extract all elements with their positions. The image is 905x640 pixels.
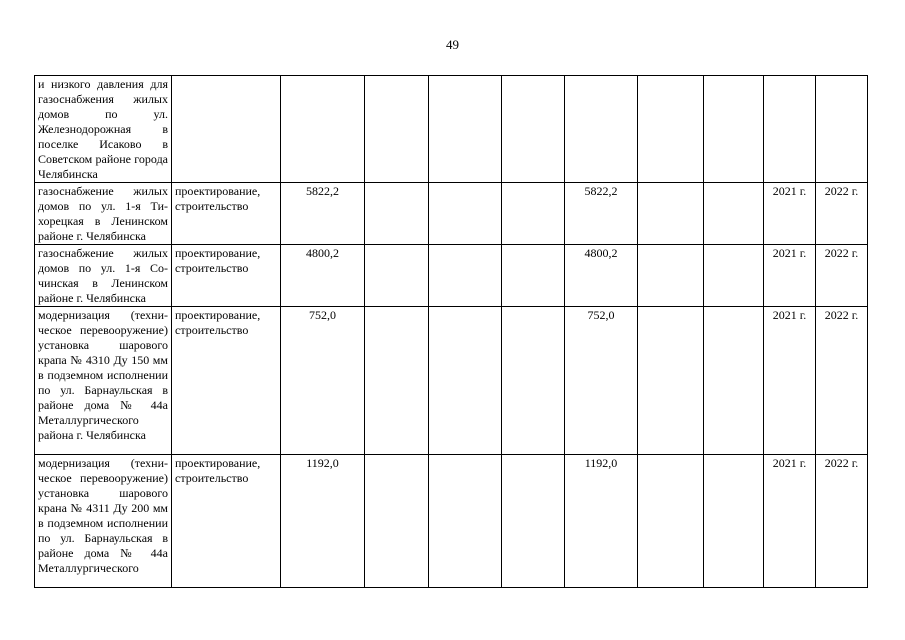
cost-cell <box>429 307 502 455</box>
end-year-cell: 2022 г. <box>816 183 868 245</box>
cost-cell <box>638 76 704 183</box>
object-name-cell: и низкого давления для газоснабжения жилых домов по ул. Железнодорожная в поселке Исаково в Советском районе города Челябинска <box>35 76 172 183</box>
cost-cell <box>704 245 764 307</box>
total-cost-cell: 1192,0 <box>281 455 365 588</box>
cost-cell <box>565 76 638 183</box>
end-year-cell: 2022 г. <box>816 455 868 588</box>
work-type-cell: проектирование, строительство <box>172 245 281 307</box>
cost-cell <box>638 455 704 588</box>
work-type-cell: проектирование, строительство <box>172 307 281 455</box>
total-cost-cell: 4800,2 <box>281 245 365 307</box>
table-row <box>35 455 868 588</box>
cost-cell <box>704 455 764 588</box>
end-year-cell <box>816 76 868 183</box>
cost-cell <box>502 307 565 455</box>
object-name-cell: газоснабжение жилых домов по ул. 1-я Сочинская в Ленинском районе г. Челябинска <box>35 245 172 307</box>
cost-cell: 5822,2 <box>565 183 638 245</box>
cost-cell: 1192,0 <box>565 455 638 588</box>
object-name-cell: модернизация (техническое перевооружение) установка шарового крана № 4311 Ду 200 мм в подземном исполнении по ул. Барнаульская в районе дома № 44а Металлургического <box>35 455 172 588</box>
object-name-cell: газоснабжение жилых домов по ул. 1-я Тихорецкая в Ленинском районе г. Челябинска <box>35 183 172 245</box>
total-cost-cell: 5822,2 <box>281 183 365 245</box>
page-number: 49 <box>446 37 459 52</box>
work-type-cell: проектирование, строительство <box>172 183 281 245</box>
cost-cell: 752,0 <box>565 307 638 455</box>
cost-cell <box>365 245 429 307</box>
table-row <box>35 307 868 455</box>
table-row <box>35 76 868 183</box>
cost-cell <box>638 307 704 455</box>
cost-cell <box>638 183 704 245</box>
total-cost-cell <box>281 76 365 183</box>
start-year-cell: 2021 г. <box>764 307 816 455</box>
cost-cell <box>429 455 502 588</box>
cost-cell <box>638 245 704 307</box>
cost-cell <box>502 245 565 307</box>
cost-cell <box>365 183 429 245</box>
cost-cell: 4800,2 <box>565 245 638 307</box>
cost-cell <box>704 307 764 455</box>
end-year-cell: 2022 г. <box>816 307 868 455</box>
cost-cell <box>365 455 429 588</box>
cost-cell <box>365 76 429 183</box>
total-cost-cell: 752,0 <box>281 307 365 455</box>
work-type-cell: проектирование, строительство <box>172 455 281 588</box>
start-year-cell <box>764 76 816 183</box>
cost-cell <box>429 76 502 183</box>
cost-cell <box>429 245 502 307</box>
data-table <box>34 75 868 588</box>
object-name-cell: модернизация (техническое перевооружение) установка шарового крапа № 4310 Ду 150 мм в подземном исполнении по ул. Барнаульская в районе дома № 44а Металлургического района г. Челябинска <box>35 307 172 455</box>
start-year-cell: 2021 г. <box>764 183 816 245</box>
start-year-cell: 2021 г. <box>764 245 816 307</box>
start-year-cell: 2021 г. <box>764 455 816 588</box>
cost-cell <box>365 307 429 455</box>
work-type-cell <box>172 76 281 183</box>
cost-cell <box>502 183 565 245</box>
cost-cell <box>429 183 502 245</box>
cost-cell <box>502 455 565 588</box>
cost-cell <box>704 183 764 245</box>
cost-cell <box>704 76 764 183</box>
cost-cell <box>502 76 565 183</box>
table-row <box>35 183 868 245</box>
end-year-cell: 2022 г. <box>816 245 868 307</box>
table-row <box>35 245 868 307</box>
